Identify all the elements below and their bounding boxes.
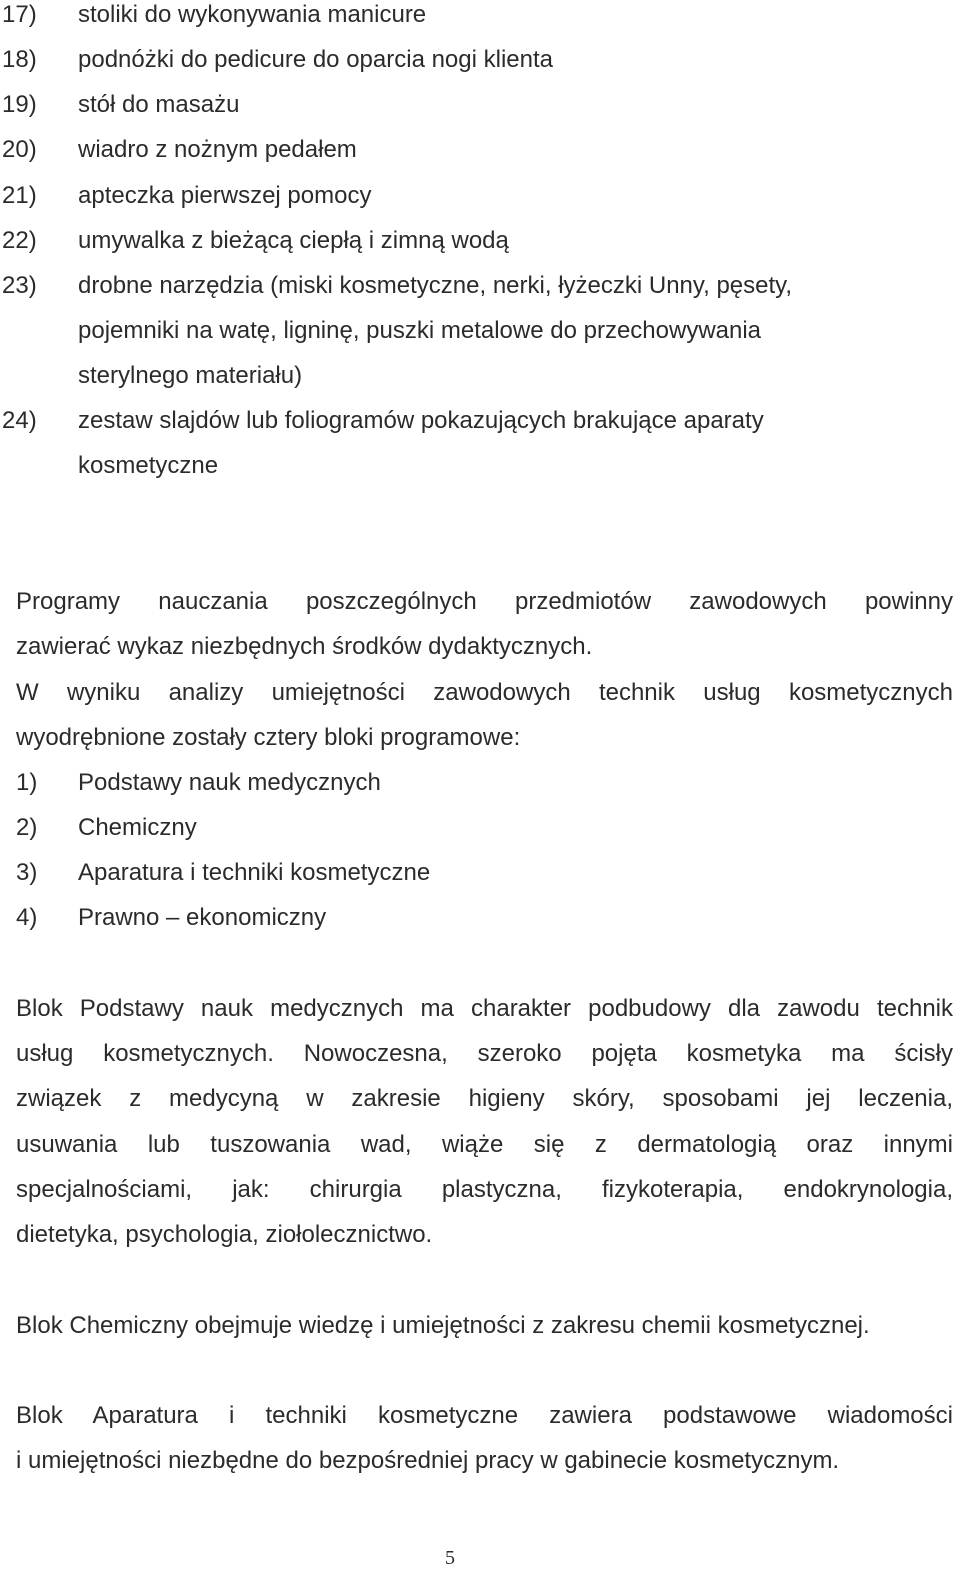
paragraph-line: W wyniku analizy umiejętności zawodowych technik usług kosmetycznych: [16, 679, 953, 706]
list-item-text: umywalka z bieżącą ciepłą i zimną wodą: [78, 227, 509, 254]
list-item-text: apteczka pierwszej pomocy: [78, 182, 372, 209]
paragraph-line: wyodrębnione zostały cztery bloki programowe:: [16, 724, 521, 751]
list-item-number: 20): [2, 136, 37, 163]
paragraph-line: Blok Aparatura i techniki kosmetyczne zawiera podstawowe wiadomości: [16, 1402, 953, 1429]
paragraph-line: Programy nauczania poszczególnych przedmiotów zawodowych powinny: [16, 588, 953, 615]
list-item-text: Chemiczny: [78, 814, 197, 841]
list-item-continuation: pojemniki na watę, ligninę, puszki metalowe do przechowywania: [78, 317, 762, 344]
list-item-text: drobne narzędzia (miski kosmetyczne, nerki, łyżeczki Unny, pęsety,: [78, 272, 793, 299]
paragraph-line: usług kosmetycznych. Nowoczesna, szeroko pojęta kosmetyka ma ścisły: [16, 1040, 953, 1067]
paragraph-line: specjalnościami, jak: chirurgia plastyczna, fizykoterapia, endokrynologia,: [16, 1176, 953, 1203]
paragraph-line: usuwania lub tuszowania wad, wiąże się z dermatologią oraz innymi: [16, 1131, 953, 1158]
list-item-text: stół do masażu: [78, 91, 240, 118]
list-item-number: 17): [2, 1, 37, 28]
list-item-number: 19): [2, 91, 37, 118]
list-item-number: 18): [2, 46, 37, 73]
page-number: 5: [445, 1547, 455, 1569]
list-item-number: 22): [2, 227, 37, 254]
list-item-number: 3): [16, 859, 38, 886]
list-item-text: Podstawy nauk medycznych: [78, 769, 381, 796]
paragraph-line: i umiejętności niezbędne do bezpośredniej pracy w gabinecie kosmetycznym.: [16, 1447, 840, 1474]
paragraph-line: Blok Chemiczny obejmuje wiedzę i umiejętności z zakresu chemii kosmetycznej.: [16, 1312, 870, 1339]
list-item-text: zestaw slajdów lub foliogramów pokazujących brakujące aparaty: [78, 407, 764, 434]
list-item-text: stoliki do wykonywania manicure: [78, 1, 427, 28]
paragraph-line: zawierać wykaz niezbędnych środków dydaktycznych.: [16, 633, 593, 660]
list-item-number: 1): [16, 769, 38, 796]
list-item-number: 24): [2, 407, 37, 434]
list-item-continuation: sterylnego materiału): [78, 362, 303, 389]
list-item-continuation: kosmetyczne: [78, 452, 219, 479]
paragraph-line: Blok Podstawy nauk medycznych ma charakter podbudowy dla zawodu technik: [16, 995, 953, 1022]
list-item-text: podnóżki do pedicure do oparcia nogi klienta: [78, 46, 553, 73]
paragraph-line: związek z medycyną w zakresie higieny skóry, sposobami jej leczenia,: [16, 1085, 953, 1112]
list-item-text: Prawno – ekonomiczny: [78, 904, 327, 931]
paragraph-line: dietetyka, psychologia, ziołolecznictwo.: [16, 1221, 433, 1248]
list-item-number: 23): [2, 272, 37, 299]
list-item-number: 21): [2, 182, 37, 209]
list-item-text: Aparatura i techniki kosmetyczne: [78, 859, 431, 886]
list-item-number: 2): [16, 814, 38, 841]
list-item-text: wiadro z nożnym pedałem: [78, 136, 357, 163]
list-item-number: 4): [16, 904, 38, 931]
